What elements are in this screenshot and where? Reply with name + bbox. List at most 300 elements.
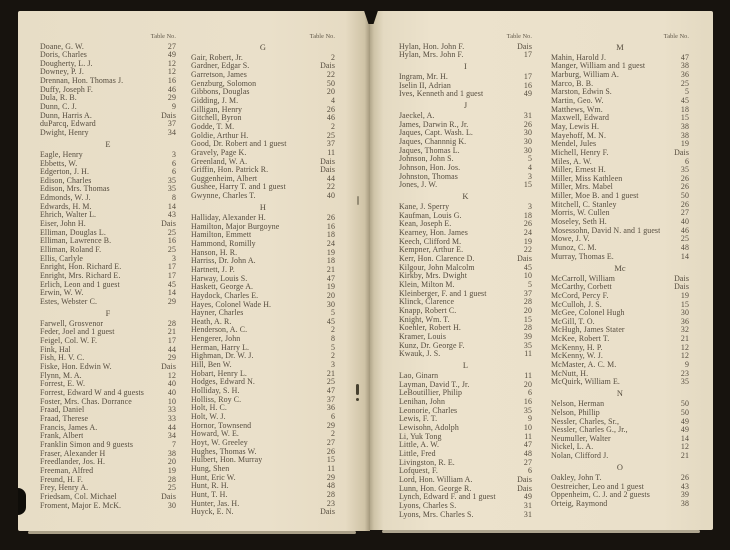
guest-name: McKenny, H. P.: [551, 343, 603, 352]
list-item: [40, 151, 176, 160]
guest-name: Nelson, Herman: [551, 400, 605, 409]
guest-name: Kleinberger, F. and 1 guest: [399, 289, 487, 298]
table-number: 17: [167, 271, 176, 281]
guest-name: Fiske, Hon. Edwin W.: [40, 363, 112, 372]
table-number: Dais: [161, 362, 176, 372]
table-number: 12: [167, 370, 176, 380]
table-number: 26: [680, 173, 689, 183]
table-number: 27: [523, 457, 532, 467]
table-number: 17: [167, 262, 176, 272]
guest-name: Knapp, Robert C.: [399, 306, 457, 315]
table-number: 35: [680, 377, 689, 387]
guest-name: Howard, W. E.: [191, 430, 239, 439]
list-item: [551, 166, 689, 175]
list-item: [191, 275, 335, 284]
list-item: [191, 214, 335, 223]
table-number: 44: [326, 173, 335, 183]
table-number: 25: [680, 234, 689, 244]
list-item: [191, 88, 335, 97]
table-number: 22: [326, 182, 335, 192]
list-item: [191, 318, 335, 327]
list-item: [399, 485, 532, 494]
guest-name: Lynch, Edward F. and 1 guest: [399, 493, 496, 502]
guest-name: Hamilton, Emmett: [191, 231, 252, 240]
table-number: 16: [523, 397, 532, 407]
page-edge-mark: [18, 488, 26, 515]
table-number: 19: [167, 465, 176, 475]
guest-name: Haydock, Charles E.: [191, 291, 259, 300]
guest-name: Keech, Clifford M.: [399, 237, 462, 246]
list-item: [399, 316, 532, 325]
table-number: 20: [326, 87, 335, 97]
list-item: [191, 422, 335, 431]
table-number: 39: [680, 490, 689, 500]
guest-name: Edison, Charles: [40, 176, 92, 185]
table-number: 28: [326, 489, 335, 499]
guest-name: Mendel, Jules: [551, 140, 597, 149]
guest-name: Jones, J. W.: [399, 181, 438, 190]
table-number: Dais: [161, 491, 176, 501]
table-number: 45: [167, 279, 176, 289]
list-item: [399, 164, 532, 173]
list-item: [399, 433, 532, 442]
table-number: 12: [167, 67, 176, 77]
guest-name: Ingram, Mr. H.: [399, 72, 448, 81]
table-number: 20: [326, 290, 335, 300]
list-item: [399, 459, 532, 468]
guest-name: Greenland, W. A.: [191, 157, 248, 166]
table-number: Dais: [517, 474, 532, 484]
section-letter: M: [616, 42, 624, 52]
list-item: [399, 324, 532, 333]
guest-name: Estes, Webster C.: [40, 298, 98, 307]
list-item: [191, 439, 335, 448]
guest-name: Doane, G. W.: [40, 42, 84, 51]
guest-name: Edmonds, W. J.: [40, 194, 91, 203]
list-item: [40, 86, 176, 95]
guest-name: Jaques, Capt. Wash. L.: [399, 129, 473, 138]
guest-name: Gidding, J. M.: [191, 96, 239, 105]
section-letter: E: [105, 139, 111, 149]
guest-name: Harriss, Dr. John A.: [191, 257, 256, 266]
table-number: Dais: [674, 282, 689, 292]
table-number: 31: [523, 500, 532, 510]
guest-name: Miller, Moe B. and 1 guest: [551, 192, 639, 201]
guest-name: Genzburg, Solomon: [191, 79, 257, 88]
table-number: 26: [680, 182, 689, 192]
table-number: 26: [326, 212, 335, 222]
guest-name: Dwight, Henry: [40, 129, 89, 138]
list-item: [399, 298, 532, 307]
guest-name: Mowe, J. V.: [551, 235, 590, 244]
list-item: [40, 298, 176, 307]
list-item: [399, 264, 532, 273]
list-item: [191, 62, 335, 71]
list-item: [399, 398, 532, 407]
guest-name: Miles, A. W.: [551, 157, 592, 166]
list-item: [191, 249, 335, 258]
table-number: 6: [171, 167, 176, 177]
table-number: 25: [167, 245, 176, 255]
list-item: [551, 62, 689, 71]
list-item: [191, 465, 335, 474]
list-item: [191, 158, 335, 167]
list-item: [399, 203, 532, 212]
list-item: [551, 244, 689, 253]
list-item: [40, 211, 176, 220]
guest-name: Enright, Hon. Richard E.: [40, 263, 122, 272]
table-number: 47: [523, 440, 532, 450]
guest-name: Holliday, S. H.: [191, 387, 240, 396]
guest-name: Hobart, Henry L.: [191, 369, 247, 378]
guest-name: Hung, Shen: [191, 464, 230, 473]
list-item: [551, 318, 689, 327]
table-number: 46: [326, 113, 335, 123]
list-item: [551, 201, 689, 210]
list-item: [399, 424, 532, 433]
list-item: [399, 381, 532, 390]
table-number: 15: [680, 113, 689, 123]
guest-name: Edwards, H. M.: [40, 202, 92, 211]
guest-name: Hengerer, John: [191, 335, 241, 344]
list-item: [191, 474, 335, 483]
list-item: [399, 112, 532, 121]
guest-name: McCulloh, J. S.: [551, 300, 602, 309]
table-number: 5: [527, 154, 532, 164]
table-number: 18: [326, 230, 335, 240]
list-item: [191, 114, 335, 123]
guest-name: Orteig, Raymond: [551, 499, 608, 508]
table-number: 20: [167, 457, 176, 467]
guest-name: Francis, James A.: [40, 423, 98, 432]
list-item: [399, 415, 532, 424]
list-item: [551, 235, 689, 244]
list-item: [40, 398, 176, 407]
list-item: [40, 68, 176, 77]
table-number: 49: [680, 416, 689, 426]
list-item: [551, 452, 689, 461]
guest-name: Moseley, Seth H.: [551, 218, 607, 227]
list-item: [191, 387, 335, 396]
table-number: 33: [167, 405, 176, 415]
list-item: [399, 147, 532, 156]
list-item: [191, 266, 335, 275]
guest-name: Ellis, Carlyle: [40, 254, 84, 263]
guest-name: Gilligan, Henry: [191, 105, 243, 114]
guest-name: Froment, Major E. McK.: [40, 501, 122, 510]
table-number: 18: [523, 210, 532, 220]
guest-name: McKee, Robert T.: [551, 335, 610, 344]
table-number: 30: [523, 145, 532, 155]
table-number: 15: [523, 180, 532, 190]
table-number: 6: [171, 158, 176, 168]
list-item: [551, 71, 689, 80]
list-item: [399, 238, 532, 247]
table-number: 28: [167, 474, 176, 484]
list-item: [191, 80, 335, 89]
list-item: [191, 140, 335, 149]
table-number: 25: [680, 78, 689, 88]
list-item: [191, 430, 335, 439]
guest-name: Hunt, Eric W.: [191, 473, 236, 482]
list-item: [551, 352, 689, 361]
guest-name: Good, Dr. Robert and 1 guest: [191, 140, 287, 149]
table-number: 30: [680, 308, 689, 318]
table-number: 14: [680, 251, 689, 261]
guest-name: Layman, David T., Jr.: [399, 380, 470, 389]
guest-name: Forrest, Edward W and 4 guests: [40, 389, 144, 398]
guest-name: Miller, Miss Kathleen: [551, 174, 623, 183]
table-number: 12: [680, 442, 689, 452]
list-item: [40, 450, 176, 459]
guest-name: Farwell, Grosvenor: [40, 319, 104, 328]
list-item: [551, 88, 689, 97]
guest-name: Iselin II, Adrian: [399, 81, 451, 90]
list-item: [191, 149, 335, 158]
guest-name: McGee, Colonel Hugh: [551, 309, 625, 318]
list-item: [40, 237, 176, 246]
list-item: [551, 344, 689, 353]
guest-name: Johnson, Hon. Jos.: [399, 164, 461, 172]
guest-name: Henderson, A. C.: [191, 326, 248, 335]
table-number: 6: [527, 388, 532, 398]
guest-name: Herman, Harry L.: [191, 343, 250, 352]
list-item: [551, 426, 689, 435]
guest-name: Forrest, E. W.: [40, 380, 86, 389]
list-item: [40, 389, 176, 398]
table-number: 27: [680, 208, 689, 218]
table-number: 16: [167, 76, 176, 86]
guest-name: Edgerton, J. H.: [40, 168, 90, 177]
table-number: 30: [523, 128, 532, 138]
table-number: 22: [326, 69, 335, 79]
guest-name: Harway, Louis S.: [191, 274, 248, 283]
table-number: 16: [326, 221, 335, 231]
table-number: 23: [326, 498, 335, 508]
list-item: [191, 283, 335, 292]
guest-name: Hornor, Townsend: [191, 421, 252, 430]
table-number: 19: [326, 247, 335, 257]
table-number: 19: [523, 236, 532, 246]
list-item: [551, 378, 689, 387]
name-column-3: [399, 33, 532, 519]
list-item: [399, 212, 532, 221]
guest-name: Kean, Joseph E.: [399, 220, 452, 229]
list-item: [399, 467, 532, 476]
guest-name: LeBoutillier, Philip: [399, 389, 463, 398]
table-number: 29: [167, 353, 176, 363]
table-number: Dais: [320, 165, 335, 175]
table-number: 12: [167, 58, 176, 68]
table-number: 2: [330, 429, 335, 439]
list-item: [40, 220, 176, 229]
guest-name: Livingston, R. E.: [399, 458, 455, 467]
list-item: [399, 290, 532, 299]
table-number: 11: [524, 371, 532, 381]
list-item: [40, 380, 176, 389]
guest-name: Fink, Hal: [40, 345, 71, 354]
guest-name: Freedlander, Jos. H.: [40, 458, 106, 467]
list-item: [551, 114, 689, 123]
section-letter: I: [464, 62, 467, 71]
list-item: [399, 350, 532, 359]
list-item: [551, 123, 689, 132]
guest-name: Morris, W. Cullen: [551, 209, 610, 218]
guest-name: Godde, T. M.: [191, 122, 235, 131]
list-item: [191, 508, 335, 517]
list-item: [399, 90, 532, 99]
guest-name: Heath, A. R.: [191, 317, 232, 326]
list-item: [399, 281, 532, 290]
guest-name: Michell, Henry F.: [551, 148, 609, 157]
list-item: [191, 240, 335, 249]
guest-name: Leonorie, Charles: [399, 406, 458, 415]
table-number: 5: [684, 87, 689, 97]
table-number: 2: [330, 351, 335, 361]
table-number: 11: [327, 463, 335, 473]
list-item: [399, 173, 532, 182]
table-number: 49: [523, 492, 532, 502]
table-number: 25: [326, 130, 335, 140]
table-number: 15: [326, 455, 335, 465]
table-number: 10: [167, 396, 176, 406]
table-number: 26: [523, 119, 532, 129]
section-letter: Mc: [614, 263, 626, 273]
list-item: [40, 320, 176, 329]
list-item: [191, 335, 335, 344]
list-item: [551, 335, 689, 344]
table-number: 19: [326, 282, 335, 292]
table-number: 28: [523, 323, 532, 333]
list-item: [551, 106, 689, 115]
table-number: 26: [680, 199, 689, 209]
list-item: [40, 415, 176, 424]
table-number: 18: [326, 256, 335, 266]
list-item: [40, 502, 176, 511]
list-item: [399, 307, 532, 316]
table-number: 2: [330, 121, 335, 131]
list-item: [551, 132, 689, 141]
table-number: 35: [523, 405, 532, 415]
table-no-label: Table No.: [309, 33, 335, 40]
guest-name: Dula, R. B.: [40, 94, 77, 103]
guest-name: Fraser, Alexander H: [40, 449, 106, 458]
guest-name: Drennan, Hon. Thomas J.: [40, 77, 124, 86]
list-item: [40, 194, 176, 203]
table-number: Dais: [674, 147, 689, 157]
list-item: [40, 424, 176, 433]
guest-name: Fraad, Therese: [40, 415, 89, 424]
list-item: [40, 94, 176, 103]
table-number: 45: [326, 316, 335, 326]
guest-name: Klein, Milton M.: [399, 281, 455, 290]
guest-name: Hayner, Charles: [191, 309, 244, 318]
list-item: [399, 51, 532, 60]
list-item: [551, 409, 689, 418]
table-number: 46: [167, 84, 176, 94]
guest-name: Mosessohn, David N. and 1 guest: [551, 226, 661, 235]
list-item: [191, 106, 335, 115]
guest-name: Griffin, Hon. Patrick R.: [191, 166, 269, 175]
guest-name: Foster, Mrs. Chas. Dorrance: [40, 397, 132, 406]
section-letter: O: [616, 462, 624, 472]
guest-name: Edison, Mrs. Thomas: [40, 185, 110, 194]
list-item: [40, 432, 176, 441]
table-number: 49: [523, 89, 532, 99]
list-item: [191, 292, 335, 301]
table-number: 35: [523, 340, 532, 350]
list-item: [399, 272, 532, 281]
list-item: [40, 467, 176, 476]
list-item: [399, 138, 532, 147]
table-number: Dais: [674, 273, 689, 283]
guest-name: Lord, Hon. William A.: [399, 475, 473, 484]
table-number: Dais: [320, 156, 335, 166]
guest-name: Neumuller, Walter: [551, 434, 611, 443]
list-item: [551, 183, 689, 192]
table-number: 35: [680, 165, 689, 175]
guest-name: Kerr, Hon. Clarence D.: [399, 255, 475, 264]
list-item: [551, 418, 689, 427]
table-number: 10: [523, 271, 532, 281]
table-number: 36: [680, 316, 689, 326]
guest-name: McKenny, W. J.: [551, 352, 603, 361]
guest-name: Fraad, Daniel: [40, 406, 85, 415]
guest-name: Ebbetts, W.: [40, 159, 78, 168]
table-number: Dais: [517, 483, 532, 493]
guest-name: Kane, J. Sperry: [399, 203, 450, 212]
guest-name: Elliman, Roland F.: [40, 246, 102, 255]
table-number: 40: [680, 217, 689, 227]
table-number: 19: [680, 139, 689, 149]
list-item: [40, 493, 176, 502]
list-item: [551, 149, 689, 158]
list-item: [399, 476, 532, 485]
list-item: [399, 511, 532, 520]
list-item: [191, 370, 335, 379]
guest-name: Nessler, Charles G., Jr.,: [551, 426, 628, 435]
guest-name: Jaques, Channnig K.: [399, 138, 467, 147]
table-number: 26: [326, 104, 335, 114]
list-item: [191, 97, 335, 106]
table-number: 26: [523, 219, 532, 229]
list-item: [191, 404, 335, 413]
table-number: 34: [167, 128, 176, 138]
table-number: 4: [527, 163, 532, 172]
guest-name: Hughes, Thomas W.: [191, 447, 257, 456]
list-item: [40, 328, 176, 337]
table-number: Dais: [517, 254, 532, 264]
guest-name: Gwynne, Charles T.: [191, 192, 256, 201]
table-number: 6: [330, 412, 335, 422]
guest-name: McHugh, James Stater: [551, 326, 625, 335]
list-item: [399, 502, 532, 511]
section-letter: N: [616, 389, 624, 399]
table-number: 3: [527, 171, 532, 181]
guest-name: Frey, Henry A.: [40, 484, 89, 493]
guest-name: Hylan, Mrs. John F.: [399, 51, 464, 60]
guest-name: Nelson, Phillip: [551, 408, 600, 417]
guest-name: Goldie, Arthur H.: [191, 131, 249, 140]
table-number: 50: [680, 191, 689, 201]
guest-name: Guggenheim, Albert: [191, 174, 258, 183]
table-number: 20: [523, 379, 532, 389]
table-number: 30: [523, 137, 532, 147]
guest-name: McCarroll, William: [551, 274, 616, 283]
list-item: [399, 220, 532, 229]
guest-name: Martin, Geo. W.: [551, 96, 604, 105]
table-number: 11: [524, 349, 532, 359]
